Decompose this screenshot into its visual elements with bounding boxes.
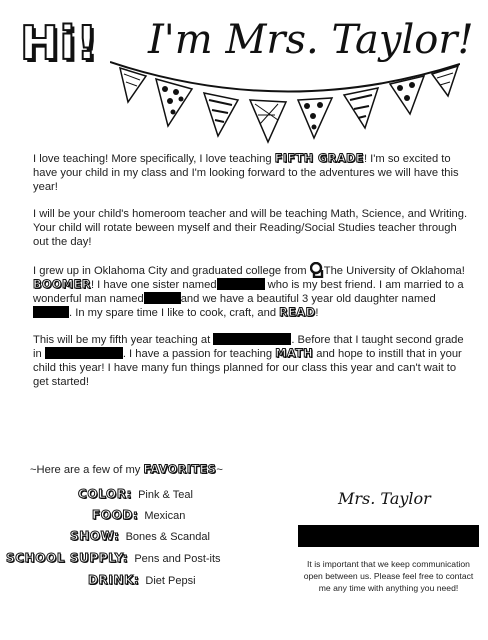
experience-text: and hope to instill that in your child this year! I have many fun things planned for our class this year and can't wait to get started!: [33, 348, 462, 388]
background-text: ! I have one sister named: [90, 279, 217, 291]
hi-greeting: Hi!: [20, 16, 99, 70]
favorite-color: [78, 487, 193, 501]
ou-logo-icon: [310, 262, 324, 278]
favorite-key: FOOD:: [92, 508, 139, 522]
homeroom-paragraph: I will be your child's homeroom teacher and will be teaching Math, Science, and Writing. Your child will rotate beween myself and their Reading/Social Studies teacher through out the day!: [33, 208, 468, 248]
background-text: I grew up in Oklahoma City and graduated college from: [33, 265, 310, 277]
redacted-city-name: [45, 347, 123, 359]
redacted-sister-name: [217, 278, 265, 290]
redacted-husband-name: [144, 292, 181, 304]
experience-text: . I have a passion for teaching: [122, 348, 276, 360]
favorite-key: DRINK:: [88, 573, 140, 587]
favorite-value: Diet Pepsi: [145, 575, 196, 587]
background-paragraph: [33, 262, 473, 320]
favorites-heading: [30, 463, 223, 476]
favorite-drink: [88, 573, 196, 587]
background-text: and we have a beautiful 3 year old daughter named: [180, 293, 436, 305]
contact-note: It is important that we keep communication open between us. Please feel free to contact me any time with anything you need!: [303, 559, 474, 593]
favorite-school-supply: [6, 551, 221, 565]
background-text: !: [315, 307, 319, 319]
pennant-banner-icon: [110, 60, 460, 150]
favorite-value: Pens and Post-its: [134, 553, 221, 565]
math-highlight: MATH: [275, 347, 314, 360]
signature: Mrs. Taylor: [338, 489, 431, 508]
favorite-show: [70, 529, 210, 543]
redacted-school-name: [213, 333, 291, 345]
favorite-value: Pink & Teal: [138, 489, 193, 501]
favorite-key: COLOR:: [78, 487, 133, 501]
letter-body: [33, 152, 473, 402]
intro-text-cont: ! I'm so excited to have your child in my class and I'm looking forward to the adventures we will have this year!: [33, 153, 459, 193]
experience-text: This will be my fifth year teaching at: [33, 334, 214, 346]
intro-text: I love teaching! More specifically, I love teaching: [33, 153, 275, 165]
favorite-key: SCHOOL SUPPLY:: [6, 551, 129, 565]
favorite-key: SHOW:: [70, 529, 120, 543]
intro-paragraph: [33, 152, 473, 194]
fifth-grade-highlight: FIFTH GRADE: [274, 152, 364, 165]
favorite-food: [92, 508, 185, 522]
favorites-heading-tail: ~: [216, 464, 223, 476]
background-text: The University of Oklahoma!: [323, 265, 465, 277]
favorite-value: Bones & Scandal: [125, 531, 210, 543]
favorites-heading-text: ~Here are a few of my: [30, 464, 144, 476]
experience-paragraph: [33, 333, 473, 389]
experience-text: . Before that I taught second grade in: [33, 334, 464, 360]
favorite-value: Mexican: [144, 510, 186, 522]
redacted-daughter-name: [33, 306, 69, 318]
redacted-contact-info: [298, 525, 479, 547]
read-highlight: READ: [279, 306, 316, 319]
favorites-word: FAVORITES: [143, 463, 217, 476]
page-title: I'm Mrs. Taylor!: [148, 17, 474, 63]
background-text: . In my spare time I like to cook, craft, and: [69, 307, 280, 319]
boomer-highlight: BOOMER: [33, 278, 91, 291]
background-text: who is my best friend. I am married to a wonderful man named: [33, 279, 464, 305]
